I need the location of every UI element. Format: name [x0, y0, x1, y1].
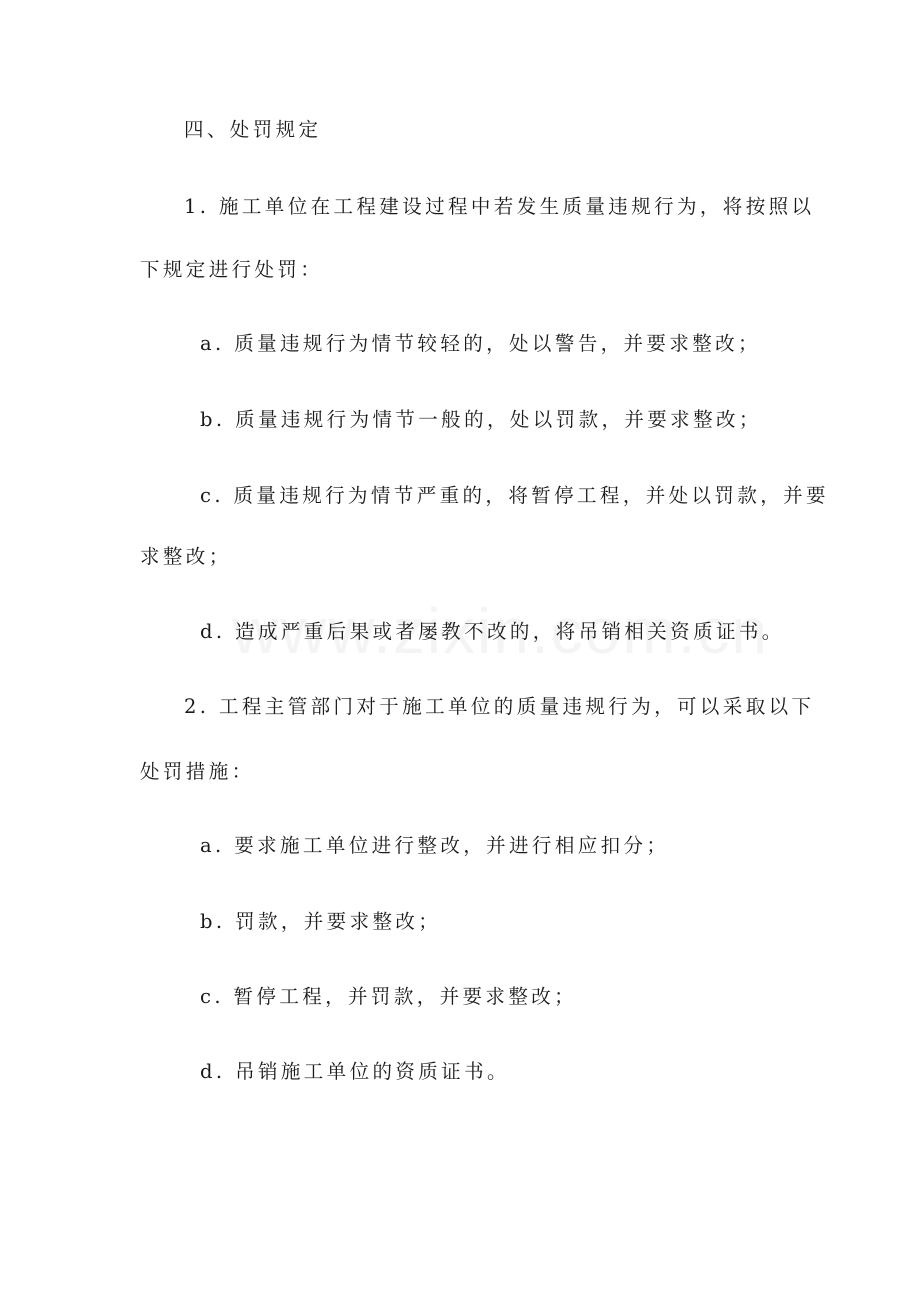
- clause-1-line-2: 下规定进行处罚：: [140, 258, 324, 281]
- clause-1-item-a: a. 质量违规行为情节较轻的，处以警告，并要求整改；: [200, 332, 761, 355]
- clause-2-item-d: d. 吊销施工单位的资质证书。: [200, 1060, 510, 1083]
- clause-2-item-a: a. 要求施工单位进行整改，并进行相应扣分；: [200, 834, 670, 857]
- clause-2-line-2: 处罚措施：: [140, 760, 255, 783]
- section-heading: 四、处罚规定: [184, 118, 322, 141]
- clause-1-item-b: b. 质量违规行为情节一般的，处以罚款，并要求整改；: [200, 408, 762, 431]
- clause-2-item-b: b. 罚款，并要求整改；: [200, 910, 442, 933]
- clause-2-item-c: c. 暂停工程，并罚款，并要求整改；: [200, 985, 578, 1008]
- clause-1-line-1: 1. 施工单位在工程建设过程中若发生质量违规行为，将按照以: [184, 195, 815, 218]
- clause-1-item-c-line-2: 求整改；: [140, 545, 232, 568]
- clause-1-item-d: d. 造成严重后果或者屡教不改的，将吊销相关资质证书。: [200, 620, 785, 643]
- clause-1-item-c-line-1: c. 质量违规行为情节严重的，将暂停工程，并处以罚款，并要: [200, 484, 829, 507]
- clause-2-line-1: 2. 工程主管部门对于施工单位的质量违规行为，可以采取以下: [184, 695, 815, 718]
